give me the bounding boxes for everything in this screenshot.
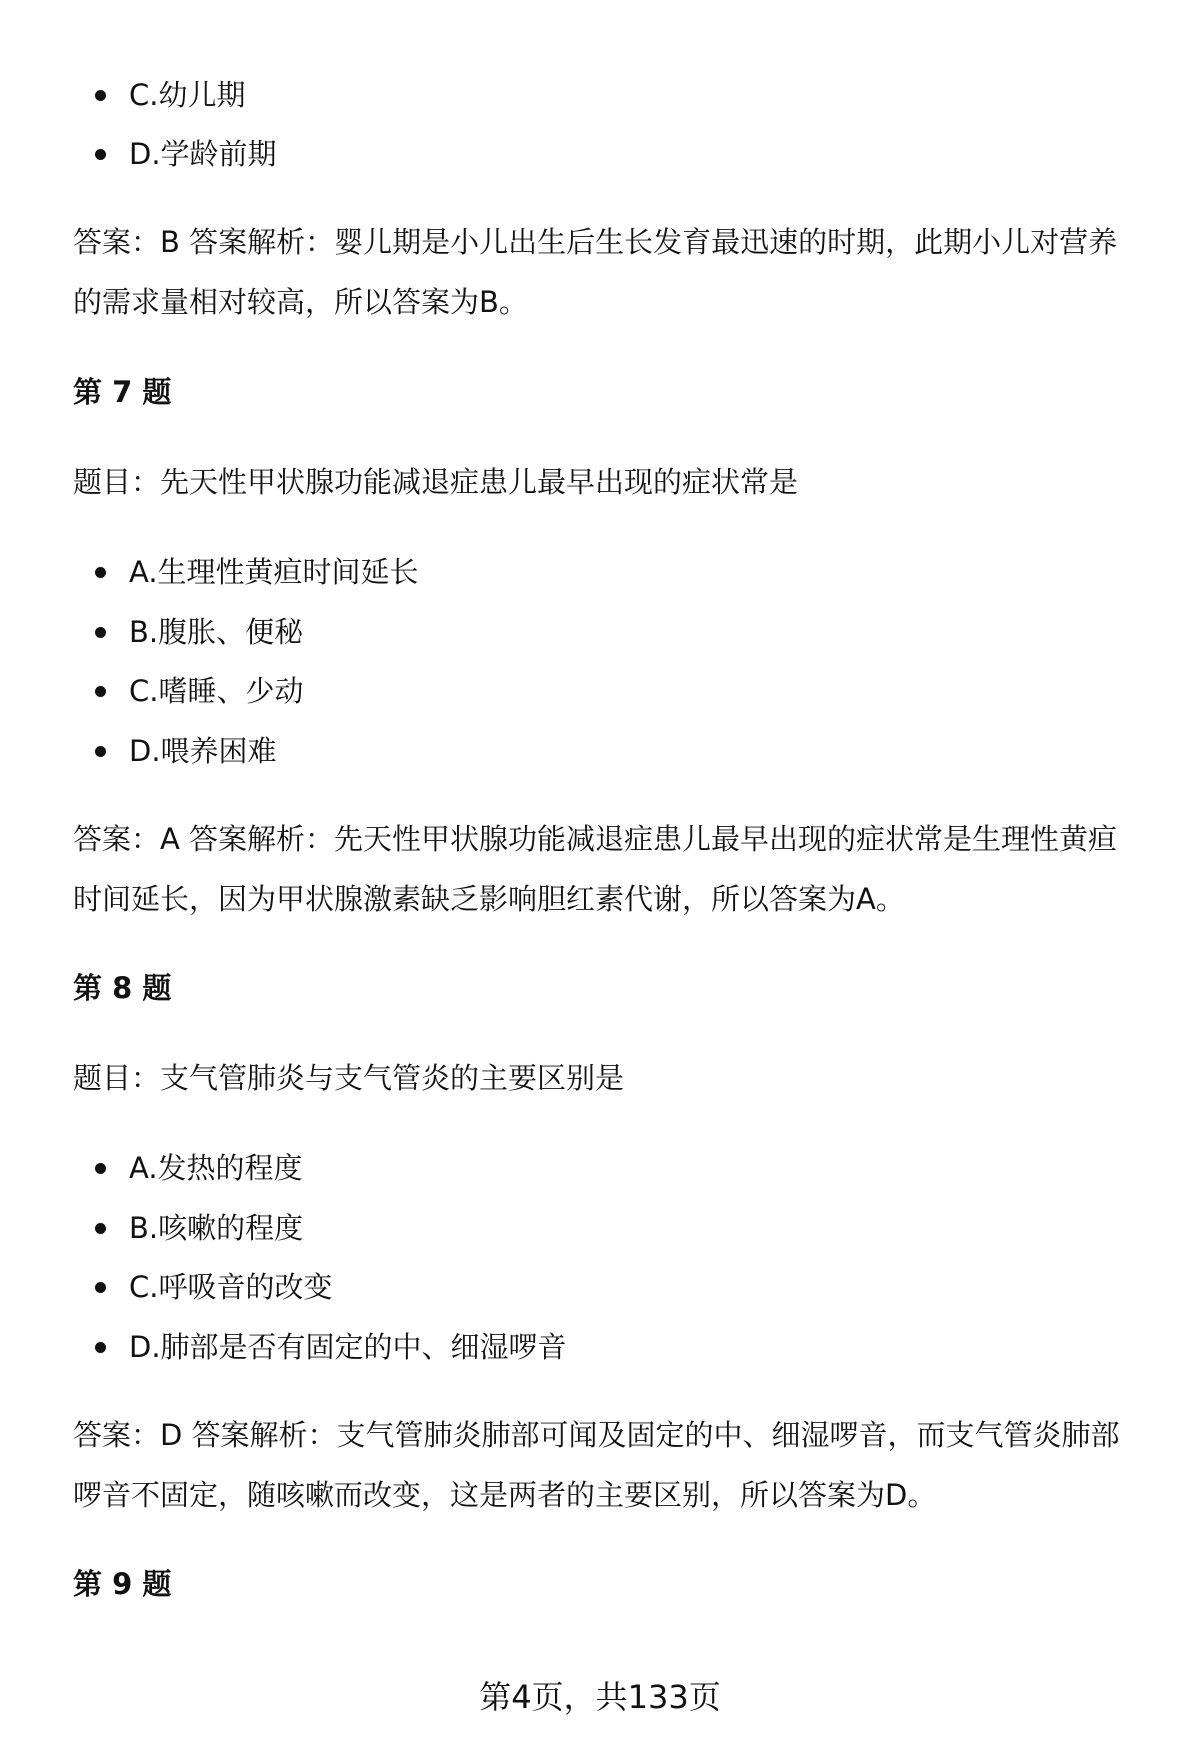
bullet-dot [95,686,106,697]
option-item [95,552,419,592]
option-text: D.学龄前期 [129,137,277,171]
option-text: B.咳嗽的程度 [129,1211,304,1245]
page-number: 第4页，共133页 [479,1678,721,1716]
bullet-dot [95,567,106,578]
question-heading: 第 7 题 [73,375,172,409]
bullet-dot [95,90,106,101]
option-item [95,612,303,652]
option-item [95,1327,567,1367]
question-text: 题目：支气管肺炎与支气管炎的主要区别是 [73,1061,625,1095]
option-item [95,1267,332,1307]
option-text: C.呼吸音的改变 [129,1270,333,1304]
question-heading: 第 8 题 [73,971,172,1005]
answer-line: 答案：D 答案解析：支气管肺炎肺部可闻及固定的中、细湿啰音，而支气管炎肺部 [73,1418,1120,1452]
option-text: A.发热的程度 [129,1151,303,1185]
option-text: D.喂养困难 [129,734,277,768]
bullet-dot [95,1163,106,1174]
option-text: C.嗜睡、少动 [129,674,304,708]
option-item [95,134,277,174]
bullet-dot [95,149,106,160]
question-heading: 第 9 题 [73,1567,172,1601]
option-text: A.生理性黄疸时间延长 [129,555,419,589]
answer-line: 答案：B 答案解析：婴儿期是小儿出生后生长发育最迅速的时期，此期小儿对营养 [73,225,1118,259]
answer-line: 啰音不固定，随咳嗽而改变，这是两者的主要区别，所以答案为D。 [73,1478,937,1512]
option-item [95,75,245,115]
bullet-dot [95,1223,106,1234]
answer-line: 时间延长，因为甲状腺激素缺乏影响胆红素代谢，所以答案为A。 [73,882,905,916]
option-text: B.腹胀、便秘 [129,615,304,649]
answer-line: 答案：A 答案解析：先天性甲状腺功能减退症患儿最早出现的症状常是生理性黄疸 [73,822,1118,856]
option-item [95,1208,303,1248]
bullet-dot [95,1342,106,1353]
bullet-dot [95,627,106,638]
answer-line: 的需求量相对较高，所以答案为B。 [73,285,528,319]
option-item [95,731,277,771]
bullet-dot [95,1282,106,1293]
option-text: C.幼儿期 [129,78,246,112]
bullet-dot [95,746,106,757]
option-item [95,1148,303,1188]
question-text: 题目：先天性甲状腺功能减退症患儿最早出现的症状常是 [73,465,799,499]
option-text: D.肺部是否有固定的中、细湿啰音 [129,1330,567,1364]
option-item [95,671,303,711]
